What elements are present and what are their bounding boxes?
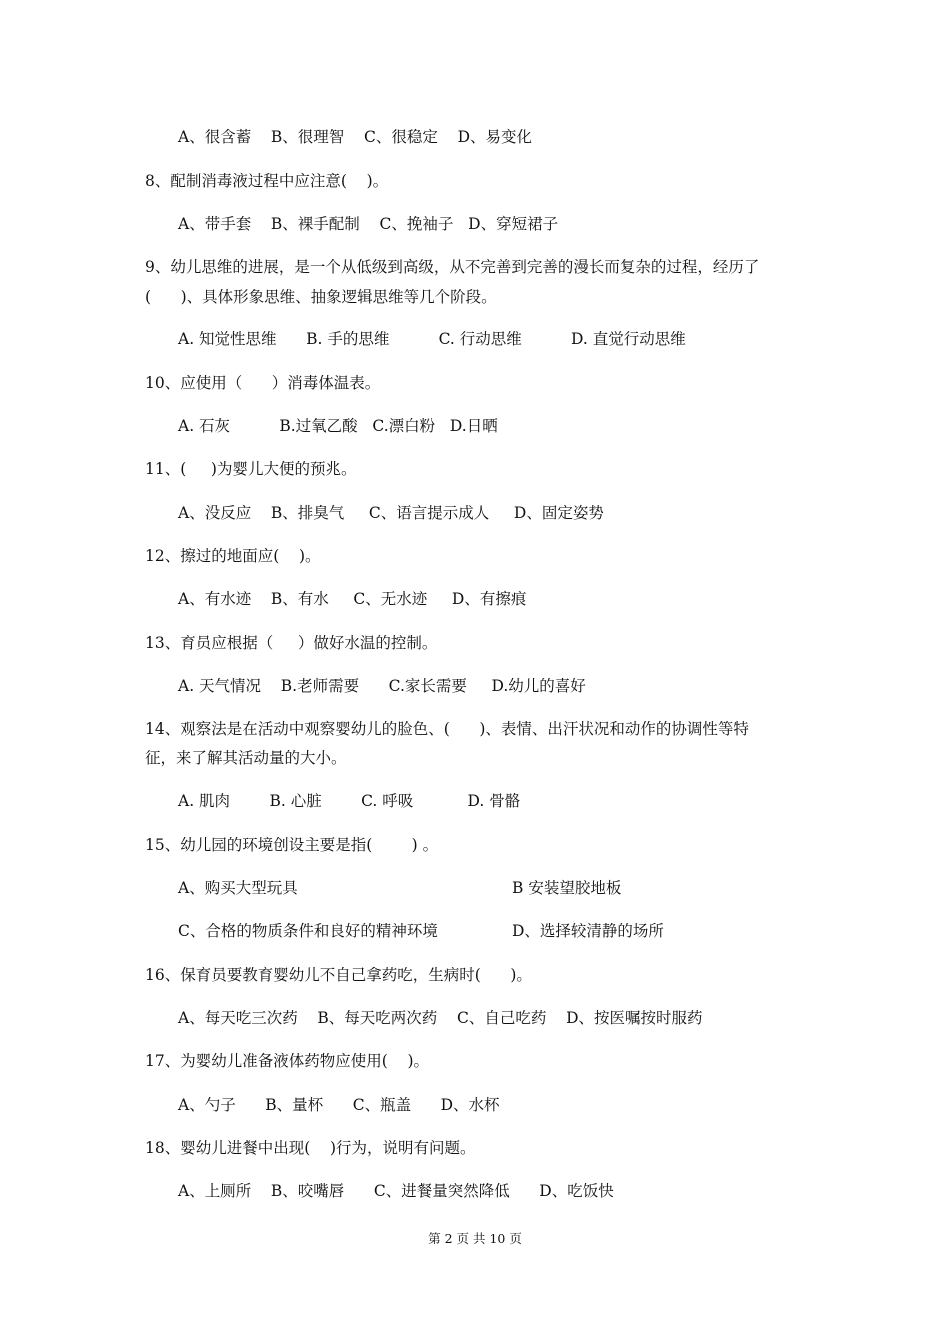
q18-stem: 18、婴幼儿进餐中出现( )行为，说明有问题。: [145, 1139, 476, 1157]
q16-stem: 16、保育员要教育婴幼儿不自己拿药吃，生病时( )。: [145, 966, 532, 984]
q15-option-a: A、购买大型玩具: [178, 879, 298, 897]
q7-options: A、很含蓄 B、很理智 C、很稳定 D、易变化: [178, 128, 532, 146]
q9-options: A. 知觉性思维 B. 手的思维 C. 行动思维 D. 直觉行动思维: [178, 330, 686, 348]
q15-option-c: C、合格的物质条件和良好的精神环境: [178, 922, 438, 940]
q8-options: A、带手套 B、裸手配制 C、挽袖子 D、穿短裙子: [178, 215, 559, 233]
q14-stem-continued: 征，来了解其活动量的大小。: [145, 749, 347, 767]
q13-stem: 13、育员应根据（ ）做好水温的控制。: [145, 634, 438, 652]
q15-option-b: B 安装望胶地板: [512, 879, 622, 897]
q16-options: A、每天吃三次药 B、每天吃两次药 C、自己吃药 D、按医嘱按时服药: [178, 1009, 703, 1027]
q15-option-d: D、选择较清静的场所: [512, 922, 664, 940]
page-footer: 第 2 页 共 10 页: [428, 1231, 522, 1246]
q14-stem: 14、观察法是在活动中观察婴幼儿的脸色、( )、表情、出汗状况和动作的协调性等特: [145, 720, 749, 738]
q12-options: A、有水迹 B、有水 C、无水迹 D、有擦痕: [178, 590, 527, 608]
q8-stem: 8、配制消毒液过程中应注意( )。: [145, 172, 389, 190]
q10-options: A. 石灰 B.过氧乙酸 C.漂白粉 D.日晒: [178, 417, 498, 435]
q10-stem: 10、应使用（ ）消毒体温表。: [145, 374, 381, 392]
q9-stem-continued: ( )、具体形象思维、抽象逻辑思维等几个阶段。: [145, 288, 497, 306]
q12-stem: 12、擦过的地面应( )。: [145, 547, 321, 565]
q17-stem: 17、为婴幼儿准备液体药物应使用( )。: [145, 1052, 430, 1070]
q11-options: A、没反应 B、排臭气 C、语言提示成人 D、固定姿势: [178, 504, 604, 522]
q13-options: A. 天气情况 B.老师需要 C.家长需要 D.幼儿的喜好: [178, 677, 586, 695]
q14-options: A. 肌肉 B. 心脏 C. 呼吸 D. 骨骼: [178, 792, 521, 810]
q15-stem: 15、幼儿园的环境创设主要是指( ) 。: [145, 836, 439, 854]
q17-options: A、勺子 B、量杯 C、瓶盖 D、水杯: [178, 1096, 500, 1114]
q9-stem: 9、幼儿思维的进展，是一个从低级到高级，从不完善到完善的漫长而复杂的过程，经历了: [145, 258, 760, 276]
q11-stem: 11、( )为婴儿大便的预兆。: [145, 460, 357, 478]
q18-options: A、上厕所 B、咬嘴唇 C、进餐量突然降低 D、吃饭快: [178, 1182, 614, 1200]
